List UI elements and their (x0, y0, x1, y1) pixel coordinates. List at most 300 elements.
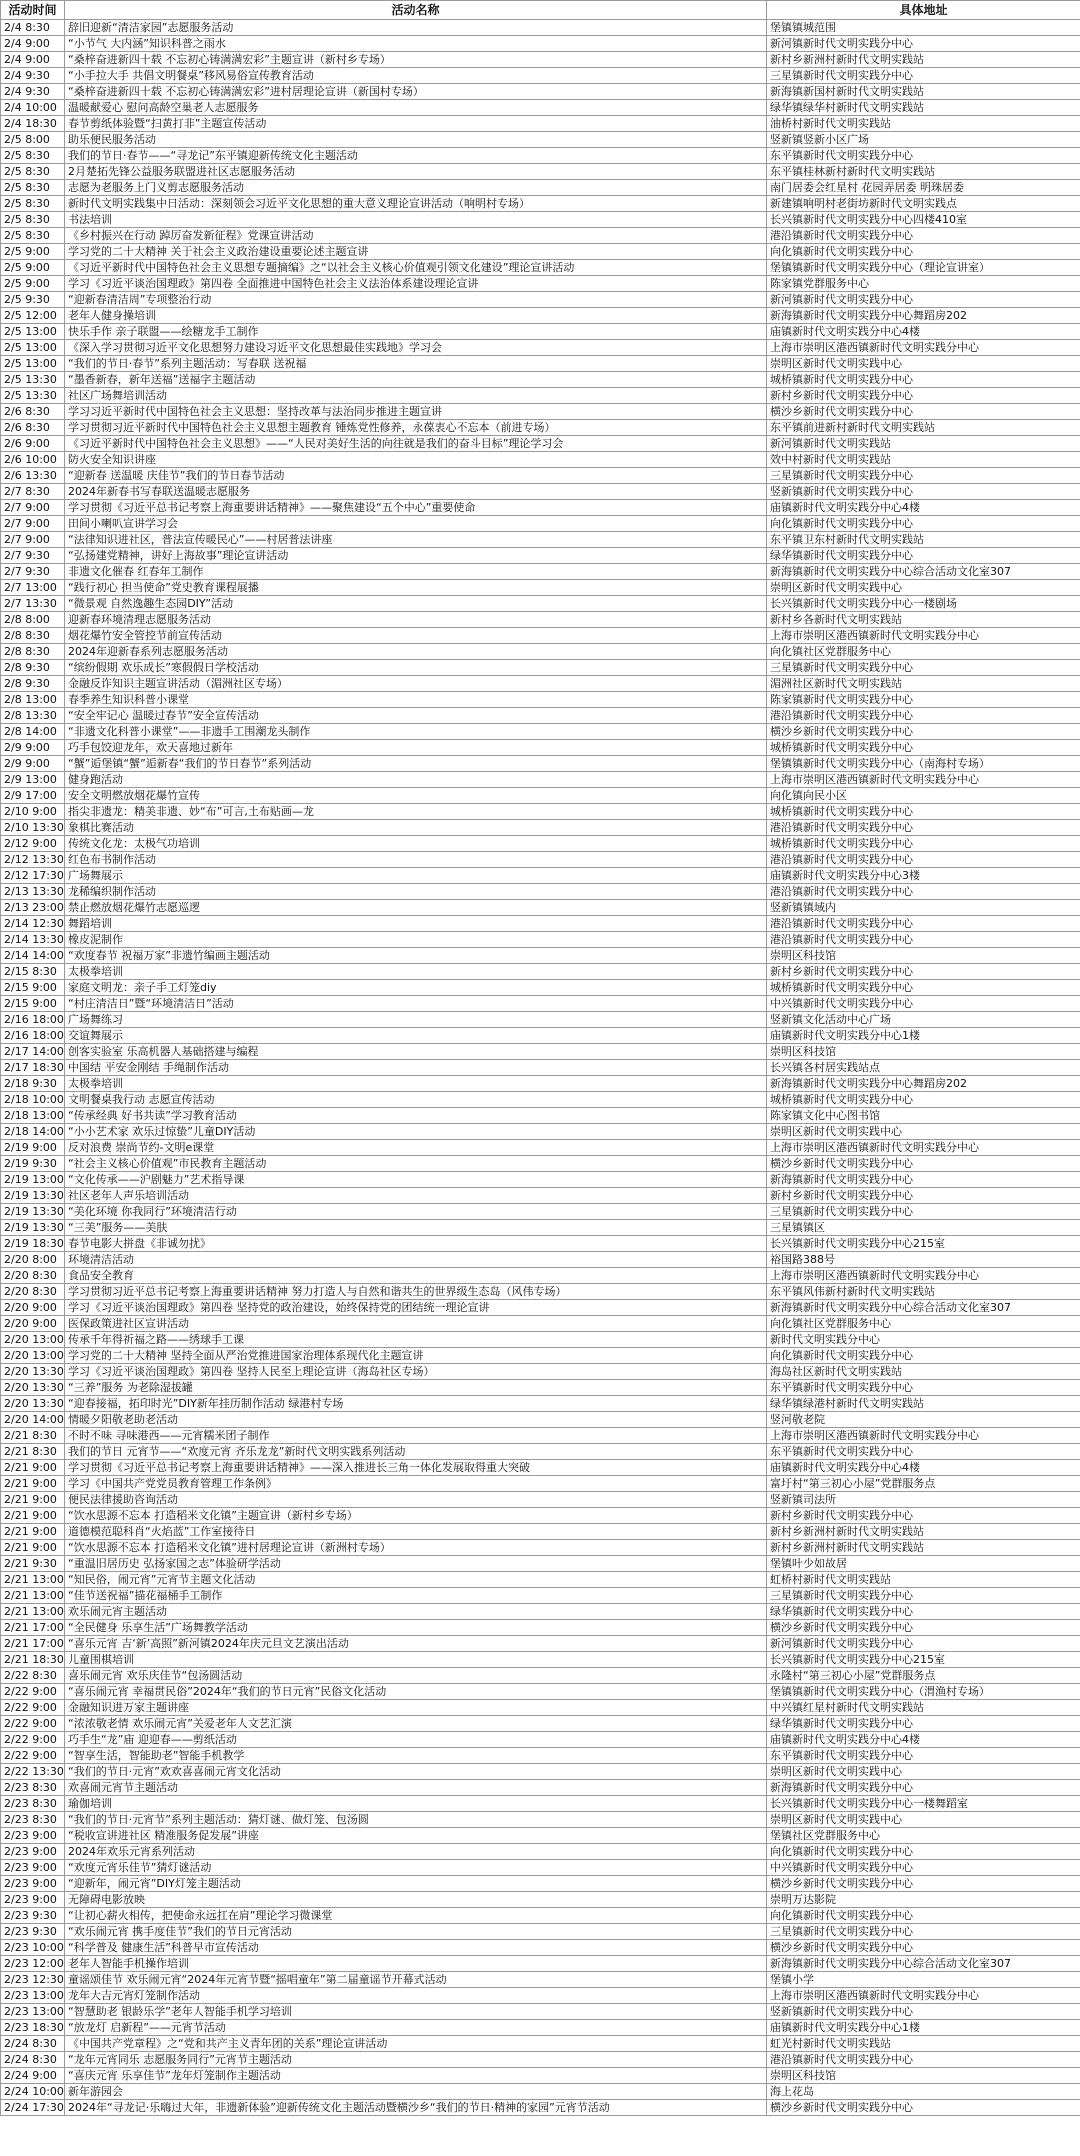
table-row (1, 452, 1080, 468)
cell-time: 2/19 18:30 (1, 1236, 65, 1252)
cell-time: 2/19 9:30 (1, 1156, 65, 1172)
table-row (1, 1780, 1080, 1796)
cell-activity-name: “桑梓奋进新四十载 不忘初心铸满满宏彩”主题宣讲（新村乡专场） (65, 52, 767, 68)
cell-address: 长兴镇新时代文明实践分中心一楼舞蹈室 (767, 1796, 1080, 1812)
table-row (1, 692, 1080, 708)
cell-activity-name: 新年游园会 (65, 2084, 767, 2100)
cell-activity-name: 橡皮泥制作 (65, 932, 767, 948)
table-row (1, 948, 1080, 964)
table-row (1, 772, 1080, 788)
cell-time: 2/21 9:00 (1, 1540, 65, 1556)
cell-address: 新河镇新时代文明实践分中心 (767, 292, 1080, 308)
table-row (1, 724, 1080, 740)
table-row (1, 1652, 1080, 1668)
table-row (1, 580, 1080, 596)
table-row (1, 1604, 1080, 1620)
table-row (1, 1892, 1080, 1908)
cell-time: 2/23 9:30 (1, 1924, 65, 1940)
cell-time: 2/23 8:30 (1, 1812, 65, 1828)
cell-activity-name: “放龙灯 启新程”——元宵节活动 (65, 2020, 767, 2036)
cell-activity-name: 巧手生“龙”庙 迎迎春——剪纸活动 (65, 1732, 767, 1748)
table-row (1, 1844, 1080, 1860)
table-row (1, 1188, 1080, 1204)
cell-time: 2/21 8:30 (1, 1428, 65, 1444)
cell-time: 2/23 13:00 (1, 1988, 65, 2004)
table-row (1, 1364, 1080, 1380)
cell-address: 堡镇叶少如故居 (767, 1556, 1080, 1572)
table-row (1, 436, 1080, 452)
table-row (1, 68, 1080, 84)
cell-time: 2/12 13:30 (1, 852, 65, 868)
table-row (1, 1876, 1080, 1892)
table-row (1, 1908, 1080, 1924)
cell-activity-name: “蟹”逅堡镇“蟹”逅新春“我们的节日春节”系列活动 (65, 756, 767, 772)
table-row (1, 1508, 1080, 1524)
table-row (1, 100, 1080, 116)
cell-address: 中兴镇新时代文明实践分中心 (767, 1860, 1080, 1876)
table-row (1, 1060, 1080, 1076)
cell-time: 2/5 8:00 (1, 132, 65, 148)
cell-activity-name: 创客实验室 乐高机器人基础搭建与编程 (65, 1044, 767, 1060)
cell-time: 2/23 8:30 (1, 1780, 65, 1796)
table-row (1, 1572, 1080, 1588)
table-row (1, 1204, 1080, 1220)
cell-time: 2/13 13:30 (1, 884, 65, 900)
cell-time: 2/5 8:30 (1, 180, 65, 196)
table-row (1, 916, 1080, 932)
cell-address: 油桥村新时代文明实践站 (767, 116, 1080, 132)
table-row (1, 2052, 1080, 2068)
cell-time: 2/23 9:00 (1, 1860, 65, 1876)
cell-time: 2/19 13:30 (1, 1220, 65, 1236)
table-row (1, 1620, 1080, 1636)
cell-activity-name: 学习党的二十大精神 关于社会主义政治建设重要论述主题宣讲 (65, 244, 767, 260)
cell-activity-name: “饮水思源不忘本 打造稻米文化镇”主题宣讲（新村乡专场） (65, 1508, 767, 1524)
table-row (1, 1828, 1080, 1844)
cell-address: 新时代文明实践分中心 (767, 1332, 1080, 1348)
cell-address: 港沿镇新时代文明实践分中心 (767, 708, 1080, 724)
cell-time: 2/22 9:00 (1, 1716, 65, 1732)
table-row (1, 532, 1080, 548)
cell-time: 2/9 9:00 (1, 740, 65, 756)
table-row (1, 820, 1080, 836)
cell-address: 上海市崇明区港西镇新时代文明实践分中心 (767, 340, 1080, 356)
cell-address: 新建镇响明村老街坊新时代文明实践点 (767, 196, 1080, 212)
cell-time: 2/21 18:30 (1, 1652, 65, 1668)
header-row (1, 1, 1080, 20)
cell-time: 2/24 10:00 (1, 2084, 65, 2100)
cell-activity-name: “让初心薪火相传，把使命永远扛在肩”理论学习微课堂 (65, 1908, 767, 1924)
table-row (1, 676, 1080, 692)
table-row (1, 804, 1080, 820)
cell-activity-name: “欢乐闹元宵 携手度佳节”我们的节日元宵活动 (65, 1924, 767, 1940)
cell-time: 2/6 9:00 (1, 436, 65, 452)
cell-activity-name: “墨香新春，新年送福”送福字主题活动 (65, 372, 767, 388)
cell-activity-name: “欢度春节 祝福万家”非遗竹编画主题活动 (65, 948, 767, 964)
cell-time: 2/21 9:00 (1, 1508, 65, 1524)
cell-address: 中兴镇新时代文明实践分中心 (767, 996, 1080, 1012)
cell-activity-name: 太极拳培训 (65, 1076, 767, 1092)
table-row (1, 1684, 1080, 1700)
cell-address: 竖新镇文化活动中心广场 (767, 1012, 1080, 1028)
table-row (1, 1460, 1080, 1476)
cell-time: 2/5 13:00 (1, 340, 65, 356)
cell-address: 新海镇新时代文明实践分中心综合活动文化室307 (767, 1300, 1080, 1316)
cell-time: 2/22 9:00 (1, 1700, 65, 1716)
table-row (1, 1236, 1080, 1252)
table-row (1, 1924, 1080, 1940)
cell-address: 长兴镇新时代文明实践分中心215室 (767, 1236, 1080, 1252)
cell-address: 新海镇新时代文明实践分中心 (767, 1172, 1080, 1188)
table-row (1, 1956, 1080, 1972)
cell-address: 新村乡新时代文明实践分中心 (767, 388, 1080, 404)
cell-time: 2/20 13:00 (1, 1332, 65, 1348)
table-row (1, 1700, 1080, 1716)
cell-time: 2/5 13:00 (1, 324, 65, 340)
table-row (1, 1412, 1080, 1428)
table-row (1, 2084, 1080, 2100)
table-row (1, 1444, 1080, 1460)
column-header-name: 活动名称 (65, 1, 767, 20)
cell-time: 2/21 9:00 (1, 1524, 65, 1540)
cell-activity-name: “践行初心 担当使命”党史教育课程展播 (65, 580, 767, 596)
cell-address: 城桥镇新时代文明实践分中心 (767, 980, 1080, 996)
cell-time: 2/20 8:30 (1, 1284, 65, 1300)
cell-time: 2/18 14:00 (1, 1124, 65, 1140)
table-row (1, 1588, 1080, 1604)
cell-activity-name: 传统文化龙：太极气功培训 (65, 836, 767, 852)
cell-activity-name: 不时不味 寻味港西——元宵糯米团子制作 (65, 1428, 767, 1444)
cell-activity-name: “智享生活，智能助老”智能手机教学 (65, 1748, 767, 1764)
cell-address: 竖新镇竖新小区广场 (767, 132, 1080, 148)
cell-activity-name: “小手拉大手 共倡文明餐桌”移风易俗宣传教育活动 (65, 68, 767, 84)
cell-activity-name: 《习近平新时代中国特色社会主义思想》——“人民对美好生活的向往就是我们的奋斗目标”理论学习会 (65, 436, 767, 452)
cell-address: 东平镇新时代文明实践分中心 (767, 1748, 1080, 1764)
cell-activity-name: “龙年元宵同乐 志愿服务同行”元宵节主题活动 (65, 2052, 767, 2068)
cell-activity-name: 2024年“寻龙记·乐嗨过大年，非遗新体验”迎新传统文化主题活动暨横沙乡“我们的节日·精神的家园”元宵节活动 (65, 2100, 767, 2116)
table-row (1, 1396, 1080, 1412)
table-row (1, 564, 1080, 580)
table-row (1, 212, 1080, 228)
cell-activity-name: 《乡村振兴在行动 踔厉奋发新征程》党课宣讲活动 (65, 228, 767, 244)
cell-time: 2/8 13:30 (1, 708, 65, 724)
cell-address: 中兴镇红星村新时代文明实践站 (767, 1700, 1080, 1716)
table-row (1, 2036, 1080, 2052)
cell-activity-name: 学习《习近平谈治国理政》第四卷 全面推进中国特色社会主义法治体系建设理论宣讲 (65, 276, 767, 292)
cell-time: 2/4 8:30 (1, 20, 65, 36)
cell-address: 新海镇新时代文明实践分中心综合活动文化室307 (767, 1956, 1080, 1972)
cell-address: 堡镇小学 (767, 1972, 1080, 1988)
table-row (1, 548, 1080, 564)
cell-activity-name: “全民健身 乐享生活”广场舞教学活动 (65, 1620, 767, 1636)
cell-time: 2/21 9:30 (1, 1556, 65, 1572)
cell-activity-name: 学习《习近平谈治国理政》第四卷 坚持人民至上理论宣讲（海岛社区专场） (65, 1364, 767, 1380)
cell-activity-name: “喜乐闹元宵 幸福贯民俗”2024年“我们的节日元宵”民俗文化活动 (65, 1684, 767, 1700)
cell-address: 崇明万达影院 (767, 1892, 1080, 1908)
cell-activity-name: 中国结 平安金刚结 手绳制作活动 (65, 1060, 767, 1076)
cell-time: 2/16 18:00 (1, 1028, 65, 1044)
cell-address: 港沿镇新时代文明实践分中心 (767, 884, 1080, 900)
cell-address: 庙镇新时代文明实践分中心1楼 (767, 1028, 1080, 1044)
cell-time: 2/24 9:00 (1, 2068, 65, 2084)
cell-address: 长兴镇各村居实践站点 (767, 1060, 1080, 1076)
cell-activity-name: 春季养生知识科普小课堂 (65, 692, 767, 708)
cell-activity-name: 志愿为老服务上门义剪志愿服务活动 (65, 180, 767, 196)
cell-activity-name: 社区老年人声乐培训活动 (65, 1188, 767, 1204)
cell-time: 2/6 8:30 (1, 420, 65, 436)
cell-address: 裕国路388号 (767, 1252, 1080, 1268)
cell-activity-name: “迎新春 送温暖 庆佳节”我们的节日春节活动 (65, 468, 767, 484)
cell-activity-name: 迎新春环境清理志愿服务活动 (65, 612, 767, 628)
cell-time: 2/17 14:00 (1, 1044, 65, 1060)
cell-time: 2/10 9:00 (1, 804, 65, 820)
table-row (1, 276, 1080, 292)
cell-activity-name: 健身跑活动 (65, 772, 767, 788)
cell-activity-name: 金融知识进万家主题讲座 (65, 1700, 767, 1716)
cell-time: 2/23 13:00 (1, 2004, 65, 2020)
cell-time: 2/20 14:00 (1, 1412, 65, 1428)
table-row (1, 308, 1080, 324)
cell-address: 横沙乡新时代文明实践分中心 (767, 1876, 1080, 1892)
cell-time: 2/5 9:00 (1, 244, 65, 260)
cell-activity-name: 家庭文明龙：亲子手工灯笼diy (65, 980, 767, 996)
cell-address: 崇明区科技馆 (767, 948, 1080, 964)
cell-address: 向化镇新时代文明实践分中心 (767, 516, 1080, 532)
cell-activity-name: 老年人健身操培训 (65, 308, 767, 324)
cell-time: 2/6 10:00 (1, 452, 65, 468)
cell-time: 2/20 13:30 (1, 1396, 65, 1412)
table-row (1, 1428, 1080, 1444)
cell-activity-name: “智慧助老 银龄乐学”老年人智能手机学习培训 (65, 2004, 767, 2020)
cell-activity-name: 2024年迎新春系列志愿服务活动 (65, 644, 767, 660)
cell-time: 2/14 13:30 (1, 932, 65, 948)
table-row (1, 756, 1080, 772)
table-row (1, 1300, 1080, 1316)
cell-activity-name: 情暖夕阳敬老助老活动 (65, 1412, 767, 1428)
cell-address: 新河镇新时代文明实践分中心 (767, 36, 1080, 52)
cell-address: 横沙乡新时代文明实践分中心 (767, 2100, 1080, 2116)
cell-time: 2/23 12:30 (1, 1972, 65, 1988)
cell-activity-name: 食品安全教育 (65, 1268, 767, 1284)
table-row (1, 1012, 1080, 1028)
cell-address: 庙镇新时代文明实践分中心4楼 (767, 500, 1080, 516)
cell-time: 2/6 13:30 (1, 468, 65, 484)
cell-address: 湄洲社区新时代文明实践站 (767, 676, 1080, 692)
table-row (1, 1524, 1080, 1540)
cell-time: 2/12 17:30 (1, 868, 65, 884)
table-row (1, 468, 1080, 484)
table-row (1, 1156, 1080, 1172)
table-row (1, 260, 1080, 276)
cell-activity-name: 快乐手作 亲子联盟——绘糖龙手工制作 (65, 324, 767, 340)
cell-activity-name: 传承千年得祈福之路——绣球手工课 (65, 1332, 767, 1348)
cell-time: 2/5 13:00 (1, 356, 65, 372)
cell-address: 堡镇镇城范围 (767, 20, 1080, 36)
cell-address: 长兴镇新时代文明实践分中心215室 (767, 1652, 1080, 1668)
cell-time: 2/23 12:00 (1, 1956, 65, 1972)
cell-activity-name: “税收宣讲进社区 精准服务促发展”讲座 (65, 1828, 767, 1844)
cell-time: 2/5 9:00 (1, 260, 65, 276)
cell-address: 新海镇新时代文明实践分中心 (767, 1780, 1080, 1796)
table-row (1, 740, 1080, 756)
cell-address: 东平镇新时代文明实践分中心 (767, 1380, 1080, 1396)
cell-time: 2/20 8:00 (1, 1252, 65, 1268)
cell-activity-name: 太极拳培训 (65, 964, 767, 980)
cell-address: 向化镇社区党群服务中心 (767, 644, 1080, 660)
cell-activity-name: 舞蹈培训 (65, 916, 767, 932)
cell-address: 新村乡新洲村新时代文明实践站 (767, 1524, 1080, 1540)
cell-address: 新村乡各新时代文明实践站 (767, 612, 1080, 628)
cell-time: 2/23 8:30 (1, 1796, 65, 1812)
cell-time: 2/7 9:30 (1, 564, 65, 580)
cell-time: 2/21 13:00 (1, 1604, 65, 1620)
cell-address: 东平镇新时代文明实践分中心 (767, 148, 1080, 164)
cell-time: 2/8 13:00 (1, 692, 65, 708)
cell-time: 2/5 8:30 (1, 148, 65, 164)
cell-activity-name: 安全文明燃放烟花爆竹宣传 (65, 788, 767, 804)
cell-time: 2/7 9:30 (1, 548, 65, 564)
cell-address: 崇明区科技馆 (767, 1044, 1080, 1060)
cell-time: 2/21 9:00 (1, 1460, 65, 1476)
table-row (1, 932, 1080, 948)
cell-time: 2/20 13:30 (1, 1380, 65, 1396)
cell-time: 2/16 18:00 (1, 1012, 65, 1028)
cell-time: 2/23 9:00 (1, 1844, 65, 1860)
table-row (1, 244, 1080, 260)
table-row (1, 1076, 1080, 1092)
table-row (1, 884, 1080, 900)
cell-time: 2/7 13:30 (1, 596, 65, 612)
cell-time: 2/21 9:00 (1, 1476, 65, 1492)
column-header-time: 活动时间 (1, 1, 65, 20)
table-row (1, 1492, 1080, 1508)
cell-activity-name: “弘扬建党精神，讲好上海故事”理论宣讲活动 (65, 548, 767, 564)
cell-address: 东平镇桂林新村新时代文明实践站 (767, 164, 1080, 180)
cell-time: 2/18 9:30 (1, 1076, 65, 1092)
cell-address: 崇明区新时代文明实践中心 (767, 1764, 1080, 1780)
cell-activity-name: 医保政策进社区宣讲活动 (65, 1316, 767, 1332)
cell-address: 庙镇新时代文明实践分中心4楼 (767, 324, 1080, 340)
cell-time: 2/4 9:30 (1, 68, 65, 84)
cell-activity-name: 《深入学习贯彻习近平文化思想努力建设习近平文化思想最佳实践地》学习会 (65, 340, 767, 356)
cell-activity-name: “小小艺术家 欢乐过惊蛰”儿童DIY活动 (65, 1124, 767, 1140)
cell-activity-name: 社区广场舞培训活动 (65, 388, 767, 404)
cell-activity-name: “知民俗，闹元宵”元宵节主题文化活动 (65, 1572, 767, 1588)
cell-time: 2/7 9:00 (1, 500, 65, 516)
table-row (1, 484, 1080, 500)
cell-time: 2/13 23:00 (1, 900, 65, 916)
cell-activity-name: 红色布书制作活动 (65, 852, 767, 868)
cell-time: 2/15 9:00 (1, 996, 65, 1012)
cell-activity-name: “欢度元宵乐佳节”猜灯谜活动 (65, 1860, 767, 1876)
cell-time: 2/5 9:00 (1, 276, 65, 292)
cell-activity-name: 交谊舞展示 (65, 1028, 767, 1044)
cell-address: 港沿镇新时代文明实践分中心 (767, 228, 1080, 244)
cell-activity-name: “迎新春清洁周”专项整治行动 (65, 292, 767, 308)
cell-address: 城桥镇新时代文明实践分中心 (767, 836, 1080, 852)
cell-time: 2/23 18:30 (1, 2020, 65, 2036)
cell-address: 上海市崇明区港西镇新时代文明实践分中心 (767, 1428, 1080, 1444)
table-row (1, 516, 1080, 532)
table-row (1, 1988, 1080, 2004)
cell-time: 2/22 9:00 (1, 1732, 65, 1748)
cell-activity-name: “传承经典 好书共读”学习教育活动 (65, 1108, 767, 1124)
cell-address: 城桥镇新时代文明实践分中心 (767, 804, 1080, 820)
cell-address: 新村乡新时代文明实践分中心 (767, 964, 1080, 980)
table-row (1, 836, 1080, 852)
cell-time: 2/20 13:30 (1, 1364, 65, 1380)
cell-address: 崇明区新时代文明实践中心 (767, 580, 1080, 596)
cell-address: 上海市崇明区港西镇新时代文明实践分中心 (767, 1268, 1080, 1284)
table-row (1, 964, 1080, 980)
cell-activity-name: 学习贯彻《习近平总书记考察上海重要讲话精神》——聚焦建设“五个中心”重要使命 (65, 500, 767, 516)
cell-address: 新河镇新时代文明实践分中心 (767, 1636, 1080, 1652)
cell-activity-name: “饮水思源不忘本 打造稻米文化镇”进村居理论宣讲（新洲村专场） (65, 1540, 767, 1556)
table-row (1, 1476, 1080, 1492)
cell-address: 上海市崇明区港西镇新时代文明实践分中心 (767, 628, 1080, 644)
cell-address: 东平镇前进新村新时代文明实践站 (767, 420, 1080, 436)
cell-time: 2/5 8:30 (1, 196, 65, 212)
cell-activity-name: 2024年新春书写春联送温暖志愿服务 (65, 484, 767, 500)
cell-address: 堡镇镇新时代文明实践分中心（理论宣讲室） (767, 260, 1080, 276)
cell-address: 绿华镇绿华村新时代文明实践站 (767, 100, 1080, 116)
cell-activity-name: “三养”服务 为老除湿拔罐 (65, 1380, 767, 1396)
cell-time: 2/21 9:00 (1, 1492, 65, 1508)
cell-address: 横沙乡新时代文明实践分中心 (767, 724, 1080, 740)
cell-time: 2/4 9:00 (1, 36, 65, 52)
table-row (1, 660, 1080, 676)
cell-activity-name: “我们的节日·元宵”欢欢喜喜闹元宵文化活动 (65, 1764, 767, 1780)
table-row (1, 1044, 1080, 1060)
cell-time: 2/22 13:30 (1, 1764, 65, 1780)
cell-activity-name: 龙稀编织制作活动 (65, 884, 767, 900)
cell-address: 崇明区科技馆 (767, 2068, 1080, 2084)
table-row (1, 1252, 1080, 1268)
cell-activity-name: 烟花爆竹安全管控节前宣传活动 (65, 628, 767, 644)
cell-time: 2/23 9:00 (1, 1828, 65, 1844)
table-row (1, 2068, 1080, 2084)
cell-address: 崇明区新时代文明实践中心 (767, 1812, 1080, 1828)
cell-address: 港沿镇新时代文明实践分中心 (767, 932, 1080, 948)
table-row (1, 84, 1080, 100)
cell-time: 2/15 9:00 (1, 980, 65, 996)
cell-address: 庙镇新时代文明实践分中心3楼 (767, 868, 1080, 884)
table-row (1, 1284, 1080, 1300)
table-row (1, 1764, 1080, 1780)
cell-time: 2/7 9:00 (1, 532, 65, 548)
cell-time: 2/10 13:30 (1, 820, 65, 836)
cell-activity-name: “缤纷假期 欢乐成长”寒假假日学校活动 (65, 660, 767, 676)
cell-activity-name: 学习《习近平谈治国理政》第四卷 坚持党的政治建设，始终保持党的团结统一理论宣讲 (65, 1300, 767, 1316)
cell-address: 港沿镇新时代文明实践分中心 (767, 2052, 1080, 2068)
cell-activity-name: 温暖献爱心 慰问高龄空巢老人志愿服务 (65, 100, 767, 116)
cell-address: 新海镇新时代文明实践分中心舞蹈房202 (767, 1076, 1080, 1092)
cell-time: 2/21 13:00 (1, 1588, 65, 1604)
cell-address: 竖新镇新时代文明实践分中心 (767, 484, 1080, 500)
cell-address: 三星镇新时代文明实践分中心 (767, 68, 1080, 84)
cell-address: 向化镇新时代文明实践分中心 (767, 244, 1080, 260)
cell-address: 新村乡新时代文明实践分中心 (767, 1188, 1080, 1204)
cell-activity-name: 非遗文化催春 红春年工制作 (65, 564, 767, 580)
cell-time: 2/24 8:30 (1, 2052, 65, 2068)
cell-activity-name: “三美”服务——美肤 (65, 1220, 767, 1236)
table-row (1, 1748, 1080, 1764)
cell-address: 堡镇镇新时代文明实践分中心（南海村专场） (767, 756, 1080, 772)
cell-time: 2/21 17:00 (1, 1636, 65, 1652)
cell-time: 2/7 13:00 (1, 580, 65, 596)
cell-address: 横沙乡新时代文明实践分中心 (767, 1620, 1080, 1636)
cell-activity-name: 指尖非遗龙：精美非遗、妙“布”可言,土布贴画—龙 (65, 804, 767, 820)
